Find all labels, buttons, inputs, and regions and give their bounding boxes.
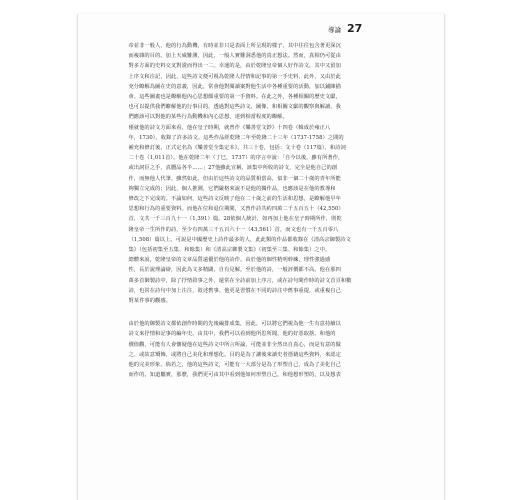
text-line: 之、或故意矯飾，或將自己美化和理想化。目的是為了讓後來讀史者憑藉這些資料，來認定	[128, 351, 341, 358]
paragraph	[118, 41, 405, 123]
text-line: 由於他的御製詩文都依創作時間的先後編排成集，因此，可以將它們視為他一生有意持續以	[128, 321, 341, 328]
paragraph	[118, 255, 405, 306]
text-line: 僅就他的詩文方面來看，他在皇子時期，就曾作《樂善堂文鈔》十四卷（輯成於雍正八	[128, 124, 331, 131]
text-line: 詩文來抒情和記事的編年史。由其中，我們可以看到他所思所聞，他的好惡取捨、和他的	[128, 331, 336, 338]
body-text	[118, 41, 405, 381]
text-line: 或出詞臣之手，真贗品各半……」27他雖此宣稱，該集中所收的詩文，完全是他自己的創	[128, 165, 338, 172]
text-line: 思想和行為的重要資料。而他在位和退位期間，又曾作詩共約四萬二千五百五十（42,550）	[128, 206, 344, 213]
text-line: 會。這些圖畫也是瞭解他內心思想頗重要的第一手資料。在此之外，各種相關的歷史文獻，	[128, 94, 341, 101]
text-line: 對某件事的觀感。	[128, 298, 171, 305]
text-line: 集》（包括初集至五集、和餘集）和《清高宗御製文集》（初集至三集、和餘集）之中。	[128, 247, 331, 254]
text-line: 修改之下完成的。不論如何，這些詩文反映了他在二十歲之前的生活和思想，是瞭解他早年	[128, 196, 341, 203]
text-line: 二十卷（1,011首）。他在乾隆二年（丁巳，1737）的序言中說：「自今以後，雖有所著作，	[128, 155, 344, 162]
text-line: 帝並非一般人，他的行為動機，有時並非只是表面上所呈現的樣子，其中往往包含著更深沉	[128, 43, 341, 49]
page-header	[328, 22, 362, 35]
text-line: 作，而無他人代筆。雖然如此，但由於這些詩文的品質相當高，似非一個二十歲的青年所能	[128, 175, 341, 182]
text-line: 夠獨立完成的；因此，個人推測，它們嚴格來說不是他的獨作品，也應該是在他的教導和	[128, 185, 336, 192]
text-line: 他的完美形象。倘若之，他的這些詩文，可能有一大部分是為了形塑自己，成為了美化自己	[128, 362, 341, 369]
running-head: 導論	[328, 26, 341, 34]
text-line: 首，文共一千三百九十一（1,391）篇。28依個人統計，如再加上他在皇子時期所作，則乾	[128, 216, 342, 223]
text-line: 充分瞭解為圖在史的意義，因此，常會他對閱讀案對他生活中各種重要的活動，加以鋪陳描	[128, 83, 341, 90]
text-line: 詩，也常在詩句中加上注注，敘述舊事。他更是習慣在不同的詩注中舊事重提，或重複自己	[128, 287, 341, 294]
text-line: 也可以提供我們瞭解他的行事目的，透過對這些詩文、圖像、和相關文獻的觀察與解讀，我	[128, 104, 341, 111]
text-line: 上序文和注記，因此，這些詩文便可視為乾隆人抒情和記事的第一手史料，此外，又由於此	[128, 73, 341, 80]
page-number: 27	[347, 22, 363, 35]
text-line: 對多方面的史料交叉對證而得出一二。幸運的是，由於乾隆皇帝個人好作詩文，其中又留加	[128, 63, 341, 70]
text-line: 補充和修訂後，正式定名為《樂善堂全集定本》，共三十卷，包括：文十卷（117篇），和詩詞	[128, 145, 346, 152]
text-line: 年，1730），收錄了許多詩文。這些作品經乾隆二年至乾隆二十三年（1737-1758）之間的	[128, 134, 344, 141]
text-line: 總體來說，乾隆皇帝的文章品質遠優於他的詩作。由於他的個性精明幹練，理性強過感	[128, 257, 331, 264]
text-line: 價值觀，可能有人會懷疑他在這些詩文中所言所論，可能並非全然出自真心，而是有意的做	[128, 341, 341, 348]
text-line: 萬多首御製詩中，除了抒情敘事之外，還常在全詩前加上序言，或在詩句間作時的詩文首頁和數	[128, 277, 352, 284]
paragraph	[118, 319, 405, 380]
text-line: 而複雜的目的。加上天威難測，因此，一般人實難洞悉他的真正想法。然而，真相仍可從由	[128, 53, 341, 60]
paragraph	[118, 123, 405, 256]
text-line: 性，長於說理論辯，因此為文多精闢，自有見解。至於他的詩，一般評價都不高。他在那四	[128, 267, 341, 274]
text-line: 隆皇帝一生所作的詩，至少有四萬三千五百六十一（43,561）首，而文也有一千五百零八	[128, 226, 339, 233]
text-line: 而作的。知道屬實，那麼，我們更可由其中看到他如何形塑自己，和他想形塑的，以及想表	[128, 372, 341, 379]
text-line: 們應該可以對他的某些行為動機和內心思想，達到相當程度的瞭解。	[128, 114, 288, 121]
text-line: （1,508）篇以上。可說是中國歷史上詩作最多的人，此此類的作品都收錄在《清高宗御製詩文	[128, 236, 351, 243]
